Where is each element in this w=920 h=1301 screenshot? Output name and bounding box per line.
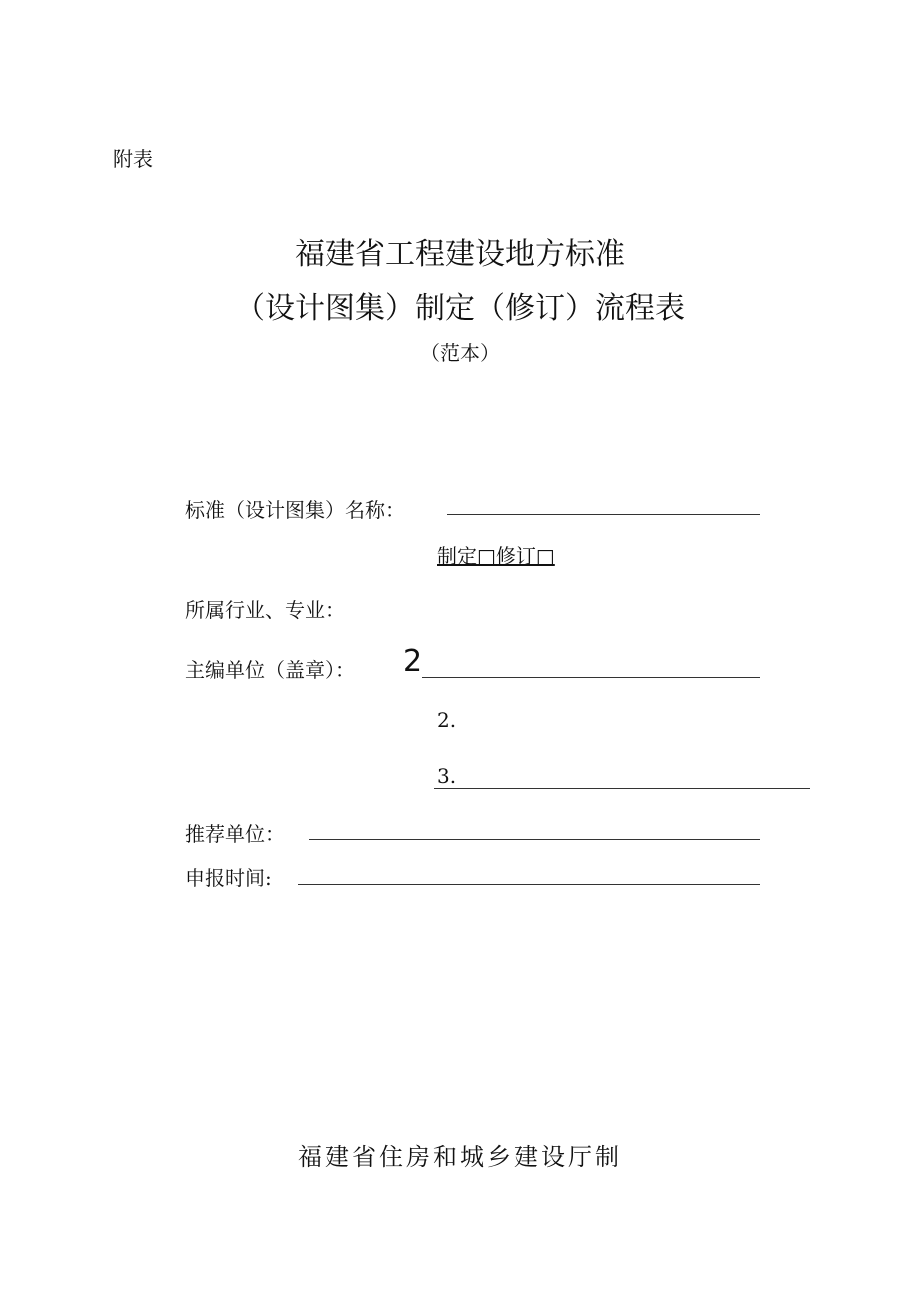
attachment-label: 附表 (113, 147, 153, 171)
recommend-unit-field[interactable] (309, 839, 760, 840)
document-title-line-1: 福建省工程建设地方标准 (295, 237, 625, 272)
chief-unit-entry-2: 2. (437, 708, 457, 732)
chief-unit-entry-1: 2 (403, 644, 423, 679)
document-subtitle: （范本） (420, 341, 500, 365)
standard-name-field[interactable] (447, 514, 760, 515)
document-title-line-2: （设计图集）制定（修订）流程表 (235, 291, 685, 326)
chief-unit-field-1[interactable] (422, 677, 760, 678)
standard-name-label: 标准（设计图集）名称： (185, 498, 405, 522)
report-time-field[interactable] (298, 884, 760, 885)
report-time-label: 申报时间: (185, 866, 272, 890)
chief-unit-label: 主编单位（盖章）： (185, 658, 355, 682)
chief-unit-entry-3: 3. (437, 764, 457, 788)
issuer-footer: 福建省住房和城乡建设厅制 (298, 1143, 622, 1171)
type-options[interactable]: 制定□修订□ (437, 544, 555, 568)
chief-unit-field-3[interactable] (434, 788, 810, 789)
industry-label: 所属行业、专业： (185, 598, 345, 622)
recommend-unit-label: 推荐单位： (185, 822, 285, 846)
